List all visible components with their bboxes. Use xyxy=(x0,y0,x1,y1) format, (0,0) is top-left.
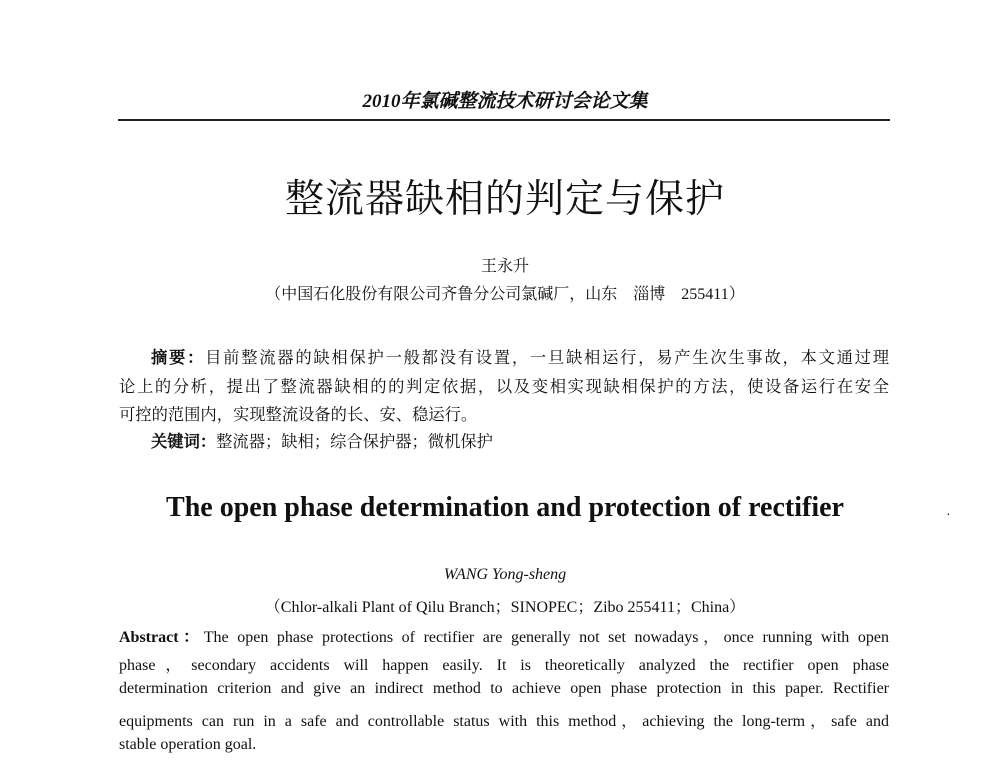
english-affiliation: （Chlor-alkali Plant of Qilu Branch；SINOPEC；Zibo 255411；China） xyxy=(264,599,746,616)
english-abstract-line: phase，secondary accidents will happen easily. It is theoretically analyzed the rectifier open phase xyxy=(119,657,889,674)
keywords-label: 关键词： xyxy=(151,432,217,451)
header-rule xyxy=(118,119,890,121)
chinese-keywords xyxy=(119,428,889,452)
abstract-text: 目前整流器的缺相保护一般都没有设置，一旦缺相运行，易产生次生事故，本文通过理 xyxy=(205,348,889,367)
running-header: 2010年氯碱整流技术研讨会论文集 xyxy=(362,91,648,112)
english-author: WANG Yong-sheng xyxy=(443,566,567,583)
english-title: The open phase determination and protection of rectifier xyxy=(166,492,844,523)
chinese-affiliation: （中国石化股份有限公司齐鲁分公司氯碱厂，山东 淄博 255411） xyxy=(265,286,745,303)
chinese-title: 整流器缺相的判定与保护 xyxy=(284,177,725,222)
stray-mark: · xyxy=(946,508,951,523)
chinese-author: 王永升 xyxy=(480,258,529,275)
english-abstract-line: equipments can run in a safe and controllable status with this method，achieving the long-term，safe and xyxy=(119,713,890,730)
abstract-label: 摘要： xyxy=(151,348,206,367)
chinese-abstract-line: 可控的范围内，实现整流设备的长、安、稳运行。 xyxy=(119,405,478,424)
english-abstract-line xyxy=(119,624,889,647)
keywords-text: 整流器；缺相；综合保护器；微机保护 xyxy=(216,432,493,451)
english-abstract-line: determination criterion and give an indirect method to achieve open phase protection in this paper. Rectifier xyxy=(119,680,889,697)
chinese-abstract-line xyxy=(119,344,889,368)
english-abstract-text: The open phase protections of rectifier are generally not set nowadays，once running with open xyxy=(203,629,890,646)
english-abstract-line: stable operation goal. xyxy=(119,736,257,753)
english-abstract-label: Abstract： xyxy=(119,629,204,646)
chinese-abstract-line: 论上的分析，提出了整流器缺相的的判定依据，以及变相实现缺相保护的方法，使设备运行在安全 xyxy=(119,377,889,396)
